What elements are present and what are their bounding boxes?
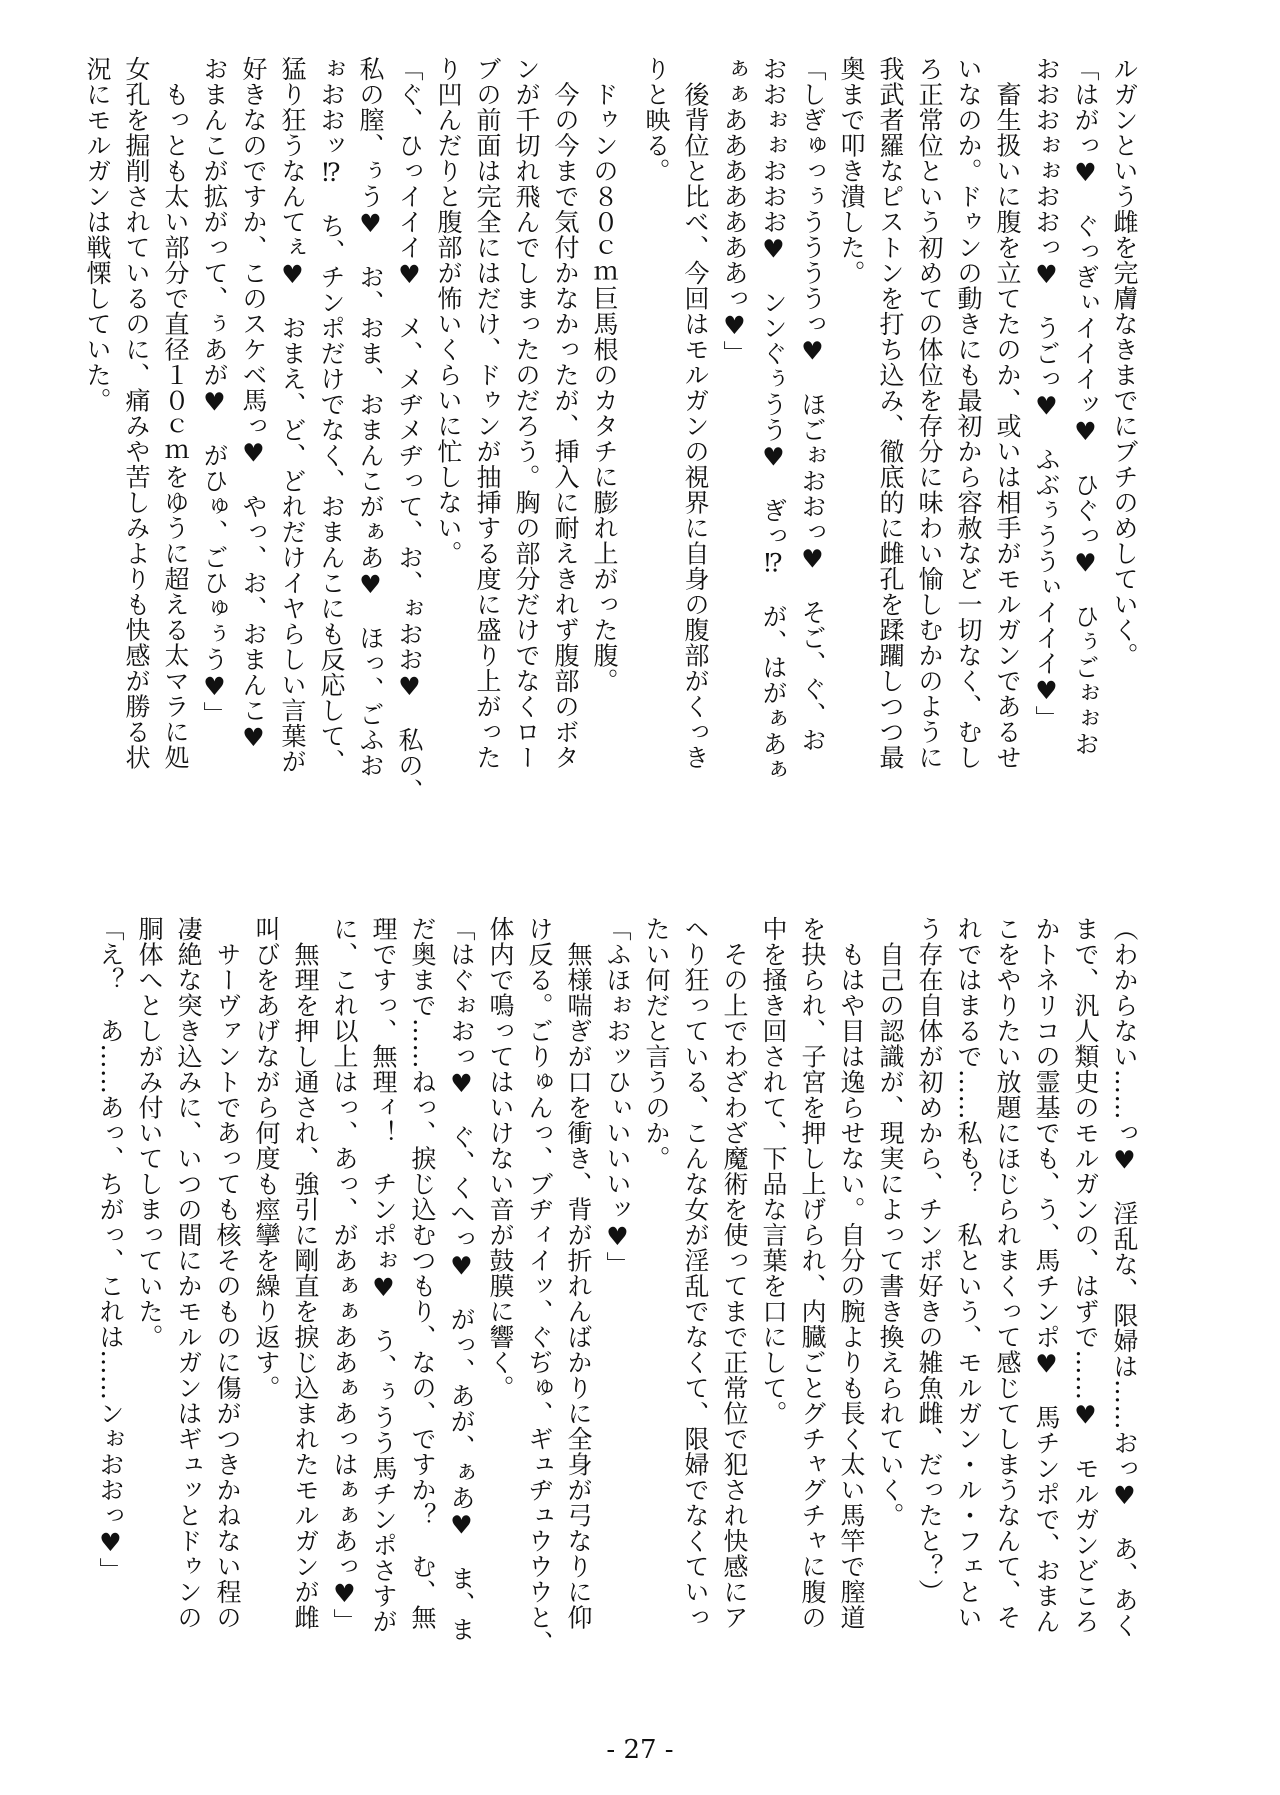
text-line: 「はがっ♥ ぐっぎぃイイイッ♥ ひぐっ♥ ひぅごぉぉお [1071,56,1100,757]
text-block-upper [83,56,1144,846]
text-line: 奥まで叩き潰した。 [837,56,866,286]
text-line: かトネリコの霊基でも、う、馬チンポ♥ 馬チンポで、おまん [1032,916,1061,1634]
text-line: ブの前面は完全にはだけ、ドゥンが抽挿する度に盛り上がった [473,56,502,770]
text-line: け反る。ごりゅんっ、ブヂィイッ、ぐぢゅ、ギュヂュウウウと、 [525,916,554,1656]
text-line: 猛り狂うなんてぇ♥ おまえ、ど、どれだけイヤらしい言葉が [278,56,307,774]
text-line: う存在自体が初めから、チンポ好きの雑魚雌、だったと？） [915,916,944,1605]
text-line: 「え？ あ……あっ、ちがっ、これは……ンぉおおっ♥」 [96,916,125,1583]
page-number: - 27 - [606,1735,674,1765]
text-line: 中を掻き回されて、下品な言葉を口にして。 [759,916,788,1426]
text-line: 自己の認識が、現実によって書き換えられていく。 [876,916,905,1528]
text-line: おまんこが拡がって、ぅあが♥ がひゅ、ごひゅぅう♥」 [200,56,229,727]
text-line: 「ふほぉおッひぃいいいッ♥」 [603,916,632,1277]
text-line: ンが千切れ飛んでしまったのだろう。胸の部分だけでなくロー [512,56,541,770]
text-line: ぁぁあああああああっ♥」 [720,56,749,366]
text-line: ろ正常位という初めての体位を存分に味わい愉しむかのように [915,56,944,770]
text-line: に、これ以上はっ、あっ、があぁぁああぁあっはぁぁあっ♥」 [330,916,359,1634]
text-line: 「ぐ、ひっイイイ♥ メ、メヂメヂって、お、ぉおお♥ 私の、 [395,56,424,804]
text-line: ヘり狂っている、こんな女が淫乱でなくて、限婦でなくていっ [681,916,710,1630]
text-line: 況にモルガンは戦慄していた。 [83,56,112,413]
text-line: 好きなのですか、このスケベ馬っ♥ やっ、お、おまんこ♥ [239,56,268,753]
text-line: 私の膣、ぅう♥ お、おま、おまんこがぁあ♥ ほっ、ごふお [356,56,385,778]
text-line: その上でわざわざ魔術を使ってまで正常位で犯され快感にア [720,916,749,1630]
text-line: もっとも太い部分で直径１０ｃｍをゆうに超える太マラに処 [161,56,190,770]
text-line: 「はぐぉおっ♥ ぐ、くへっ♥ がっ、あが、ぁあ♥ ま、ま [447,916,476,1642]
text-line: 「しぎゅっぅううううっ♥ ほごぉおおっ♥ そご、ぐ、お [798,56,827,753]
text-line: れではまるで……私も？ 私という、モルガン・ル・フェとい [954,916,983,1630]
text-line: （わからない……っ♥ 淫乱な、限婦は……おっ♥ あ、あく [1110,916,1139,1638]
text-line: ドゥンの８０ｃｍ巨馬根のカタチに膨れ上がった腹。 [590,56,619,694]
text-line: 胴体へとしがみ付いてしまっていた。 [135,916,164,1350]
text-line: だ奥まで……ねっ、捩じ込むつもり、なの、ですか？ む、無 [408,916,437,1630]
text-line: を抉られ、子宮を押し上げられ、内臓ごとグチャグチャに腹の [798,916,827,1630]
text-line: 体内で鳴ってはいけない音が鼓膜に響く。 [486,916,515,1401]
text-line: 我武者羅なピストンを打ち込み、徹底的に雌孔を蹂躙しつつ最 [876,56,905,770]
text-line: ルガンという雌を完膚なきまでにブチのめしていく。 [1110,56,1139,668]
text-line: 無理を押し通され、強引に剛直を捩じ込まれたモルガンが雌 [291,916,320,1630]
text-line: 理ですっ、無理ィ！ チンポぉ♥ う、ぅうう馬チンポさすが [369,916,398,1634]
text-line: り凹んだりと腹部が怖いくらいに忙しない。 [434,56,463,566]
text-line: サーヴァントであっても核そのものに傷がつきかねない程の [213,916,242,1630]
text-line: こをやりたい放題にほじられまくって感じてしまうなんて、そ [993,916,1022,1630]
text-line: おおぉぉおおお♥ ンンぐぅうう♥ ぎっ⁉ が、はがぁあぁ [759,56,788,782]
text-line: 女孔を掘削されているのに、痛みや苦しみよりも快感が勝る状 [122,56,151,770]
text-line: まで、汎人類史のモルガンの、はずで……♥ モルガンどころ [1071,916,1100,1634]
text-line: りと映る。 [642,56,671,184]
text-block-lower [96,916,1144,1706]
text-line: 叫びをあげながら何度も痙攣を繰り返す。 [252,916,281,1401]
text-line: いなのか。ドゥンの動きにも最初から容赦など一切なく、むし [954,56,983,770]
text-line: 無様喘ぎが口を衝き、背が折れんばかりに全身が弓なりに仰 [564,916,593,1630]
text-line: たい何だと言うのか。 [642,916,671,1171]
text-line: 今の今まで気付かなかったが、挿入に耐えきれず腹部のボタ [551,56,580,770]
text-line: もはや目は逸らせない。自分の腕よりも長く太い馬竿で膣道 [837,916,866,1630]
text-line: ぉおおッ⁉ ち、チンポだけでなく、おまんこにも反応して、 [317,56,346,774]
text-line: おおおぉぉおおっ♥ うごっ♥ ふぶぅううぃイイイ♥」 [1032,56,1061,731]
text-line: 後背位と比べ、今回はモルガンの視界に自身の腹部がくっき [681,56,710,770]
text-line: 凄絶な突き込みに、いつの間にかモルガンはギュッとドゥンの [174,916,203,1630]
text-line: 畜生扱いに腹を立てたのか、或いは相手がモルガンであるせ [993,56,1022,770]
